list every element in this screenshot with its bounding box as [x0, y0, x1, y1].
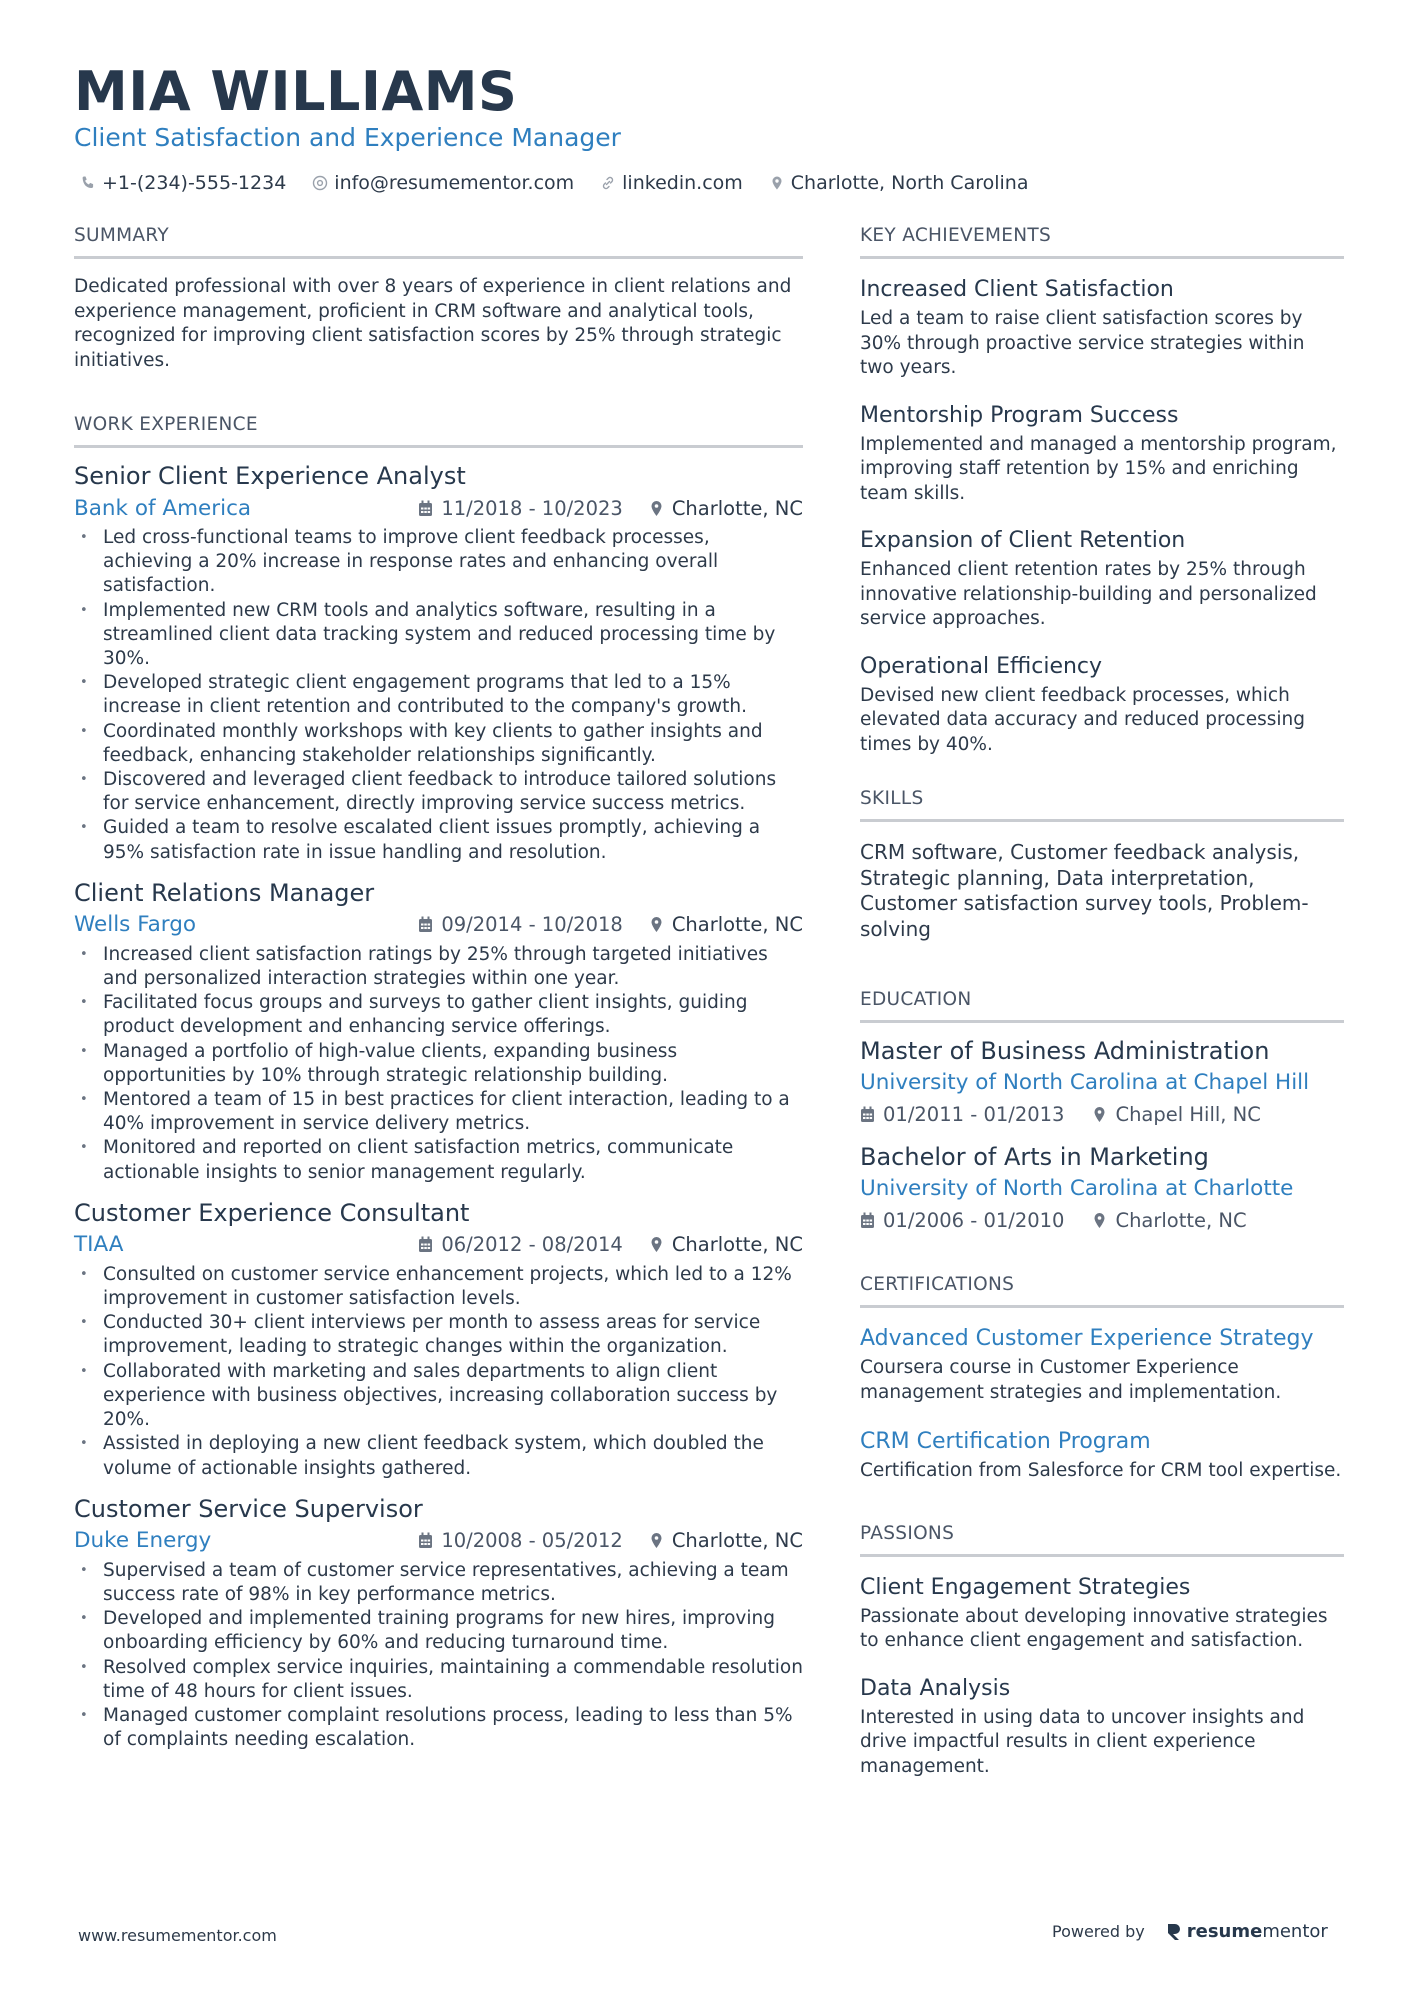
bullet-item: • Supervised a team of customer service representatives, achieving a team success rate of 98% in key performance metrics.	[74, 1559, 803, 1607]
education-section	[860, 988, 1344, 1235]
contact-bar	[80, 168, 1028, 198]
job-title: Client Relations Manager	[74, 878, 375, 907]
location-text: Chapel Hill, NC	[1115, 1102, 1261, 1126]
section-title: EDUCATION	[860, 988, 1344, 1023]
brand-logo[interactable]	[1167, 1921, 1328, 1942]
dates-text: 09/2014 - 10/2018	[441, 913, 623, 937]
job-dates	[418, 913, 622, 936]
certification-desc: Coursera course in Customer Experience management strategies and implementation.	[860, 1357, 1282, 1403]
dates-text: 01/2006 - 01/2010	[883, 1208, 1065, 1232]
footer-website[interactable]: www.resumementor.com	[78, 1926, 277, 1945]
job-entry	[74, 460, 803, 865]
experience-section	[74, 413, 803, 1752]
passion-desc: Passionate about developing innovative strategies to enhance client engagement and satisfaction.	[860, 1605, 1328, 1651]
section-title: KEY ACHIEVEMENTS	[860, 224, 1344, 259]
dates-text: 01/2011 - 01/2013	[883, 1102, 1065, 1126]
location-pin-icon	[1092, 1212, 1107, 1229]
contact-location	[769, 172, 1029, 194]
location-text: Charlotte, North Carolina	[790, 172, 1029, 194]
bullet-list	[74, 1559, 803, 1753]
degree-title: Master of Business Administration	[860, 1037, 1270, 1065]
phone-icon	[80, 175, 96, 191]
certification-item	[860, 1427, 1344, 1484]
location-pin-icon	[649, 1532, 664, 1549]
education-dates	[860, 1209, 1064, 1232]
education-dates	[860, 1103, 1064, 1126]
section-title: WORK EXPERIENCE	[74, 413, 803, 448]
certification-title: Advanced Customer Experience Strategy	[860, 1326, 1314, 1351]
candidate-name: MIA WILLIAMS	[74, 60, 518, 123]
skills-section	[860, 787, 1344, 942]
achievement-title: Expansion of Client Retention	[860, 528, 1186, 553]
job-entry	[74, 1493, 803, 1753]
location-text: Charlotte, NC	[671, 913, 803, 937]
at-icon	[312, 175, 328, 191]
summary-text: Dedicated professional with over 8 years of experience in client relations and experience management, proficient in CRM software and analytical tools, recognized for improving client satisfaction scores by 25% through strategic initiatives.	[74, 276, 792, 371]
calendar-icon	[860, 1106, 875, 1123]
section-title: SKILLS	[860, 787, 1344, 822]
certification-desc: Certification from Salesforce for CRM tool expertise.	[860, 1460, 1342, 1481]
achievement-title: Increased Client Satisfaction	[860, 277, 1174, 302]
dates-text: 06/2012 - 08/2014	[441, 1233, 623, 1257]
bullet-item: • Managed a portfolio of high-value clients, expanding business opportunities by 10% through strategic relationship building.	[74, 1040, 803, 1088]
bullet-item: • Developed strategic client engagement programs that led to a 15% increase in client retention and contributed to the company's growth.	[74, 671, 803, 719]
bullet-item: • Facilitated focus groups and surveys to gather client insights, guiding product development and enhancing service offerings.	[74, 991, 803, 1039]
passion-title: Data Analysis	[860, 1675, 1011, 1701]
skills-text: CRM software, Customer feedback analysis, Strategic planning, Data interpretation, Customer satisfaction survey tools, Problem-solving	[860, 840, 1309, 941]
certification-title: CRM Certification Program	[860, 1429, 1151, 1454]
achievement-item	[860, 652, 1344, 758]
achievement-desc: Enhanced client retention rates by 25% through innovative relationship-building and personalized service approaches.	[860, 559, 1317, 629]
location-text: Charlotte, NC	[671, 1233, 803, 1257]
school-name: University of North Carolina at Chapel Hill	[860, 1070, 1310, 1095]
footer-powered	[1052, 1921, 1328, 1942]
bullet-list	[74, 943, 803, 1185]
contact-linkedin[interactable]	[600, 172, 743, 194]
job-location	[649, 497, 803, 520]
achievement-title: Mentorship Program Success	[860, 402, 1179, 428]
contact-phone	[80, 172, 286, 194]
calendar-icon	[418, 1236, 433, 1253]
location-pin-icon	[649, 500, 664, 517]
location-text: Charlotte, NC	[671, 496, 803, 520]
passion-desc: Interested in using data to uncover insights and drive impactful results in client experience management.	[860, 1706, 1305, 1777]
location-text: Charlotte, NC	[1115, 1208, 1247, 1232]
bullet-item: • Implemented new CRM tools and analytics software, resulting in a streamlined client data tracking system and reduced processing time by 30%.	[74, 599, 803, 672]
bullet-item: • Collaborated with marketing and sales departments to align client experience with business objectives, increasing collaboration success by 20%.	[74, 1360, 803, 1433]
bullet-item: • Consulted on customer service enhancement projects, which led to a 12% improvement in customer satisfaction levels.	[74, 1263, 803, 1311]
bullet-item: • Managed customer complaint resolutions process, leading to less than 5% of complaints needing escalation.	[74, 1704, 803, 1752]
achievement-title: Operational Efficiency	[860, 653, 1103, 679]
contact-email[interactable]	[312, 172, 574, 194]
location-pin-icon	[769, 175, 785, 191]
company-name: Duke Energy	[74, 1528, 212, 1554]
bullet-item: • Coordinated monthly workshops with key clients to gather insights and feedback, enhancing stakeholder relationships significantly.	[74, 720, 803, 768]
brand-bold: resume	[1186, 1921, 1263, 1942]
company-name: Wells Fargo	[74, 912, 197, 938]
bullet-item: • Assisted in deploying a new client feedback system, which doubled the volume of actionable insights gathered.	[74, 1432, 803, 1480]
company-name: TIAA	[74, 1232, 124, 1258]
achievement-item	[860, 275, 1344, 381]
brand-light: mentor	[1262, 1921, 1328, 1942]
achievement-desc: Devised new client feedback processes, which elevated data accuracy and reduced processing times by 40%.	[860, 684, 1305, 755]
linkedin-text: linkedin.com	[622, 172, 743, 194]
summary-section	[74, 224, 803, 373]
job-location	[649, 913, 803, 936]
bullet-item: • Led cross-functional teams to improve client feedback processes, achieving a 20% increase in response rates and enhancing overall satisfaction.	[74, 526, 803, 599]
bullet-list	[74, 526, 803, 865]
passion-item	[860, 1674, 1344, 1780]
resumementor-logo-icon	[1167, 1923, 1181, 1941]
certification-list	[860, 1324, 1344, 1484]
dates-text: 10/2008 - 05/2012	[441, 1529, 623, 1553]
bullet-item: • Guided a team to resolve escalated client issues promptly, achieving a 95% satisfaction rate in issue handling and resolution.	[74, 816, 803, 864]
job-entry	[74, 1197, 803, 1481]
location-pin-icon	[649, 1236, 664, 1253]
certification-item	[860, 1324, 1344, 1405]
section-title: SUMMARY	[74, 224, 803, 259]
powered-by-text: Powered by	[1052, 1922, 1145, 1941]
job-title: Senior Client Experience Analyst	[74, 462, 466, 490]
bullet-item: • Resolved complex service inquiries, maintaining a commendable resolution time of 48 hours for client issues.	[74, 1656, 803, 1704]
candidate-role: Client Satisfaction and Experience Manager	[74, 123, 621, 152]
achievement-desc: Led a team to raise client satisfaction scores by 30% through proactive service strategies within two years.	[860, 308, 1305, 378]
calendar-icon	[418, 916, 433, 933]
job-location	[649, 1529, 803, 1552]
bullet-item: • Conducted 30+ client interviews per month to assess areas for service improvement, leading to strategic changes within the organization.	[74, 1311, 803, 1359]
bullet-item: • Developed and implemented training programs for new hires, improving onboarding efficiency by 60% and reducing turnaround time.	[74, 1607, 803, 1655]
company-name: Bank of America	[74, 495, 252, 521]
calendar-icon	[418, 500, 433, 517]
right-column	[860, 224, 1344, 1799]
achievement-item	[860, 401, 1344, 507]
email-text: info@resumementor.com	[334, 172, 575, 194]
passion-item	[860, 1573, 1344, 1654]
degree-title: Bachelor of Arts in Marketing	[860, 1143, 1209, 1171]
job-meta	[74, 1525, 803, 1557]
education-item	[860, 1035, 1344, 1129]
job-title: Customer Service Supervisor	[74, 1494, 423, 1523]
phone-text: +1-(234)-555-1234	[102, 172, 287, 194]
bullet-item: • Mentored a team of 15 in best practices for client interaction, leading to a 40% improvement in service delivery metrics.	[74, 1088, 803, 1136]
school-name: University of North Carolina at Charlotte	[860, 1176, 1294, 1201]
bullet-list	[74, 1263, 803, 1481]
education-list	[860, 1035, 1344, 1235]
job-dates	[418, 1529, 622, 1552]
achievements-section	[860, 224, 1344, 757]
location-pin-icon	[1092, 1106, 1107, 1123]
bullet-item: • Monitored and reported on client satisfaction metrics, communicate actionable insights to senior management regularly.	[74, 1136, 803, 1184]
location-text: Charlotte, NC	[671, 1529, 803, 1553]
job-list	[74, 460, 803, 1752]
passions-section	[860, 1522, 1344, 1780]
job-entry	[74, 877, 803, 1185]
dates-text: 11/2018 - 10/2023	[441, 496, 623, 520]
passion-title: Client Engagement Strategies	[860, 1574, 1191, 1600]
bullet-item: • Increased client satisfaction ratings by 25% through targeted initiatives and personalized interaction strategies within one year.	[74, 943, 803, 991]
job-meta	[74, 909, 803, 941]
calendar-icon	[860, 1212, 875, 1229]
education-item	[860, 1141, 1344, 1235]
left-column	[74, 224, 803, 1752]
job-title: Customer Experience Consultant	[74, 1198, 470, 1227]
passion-list	[860, 1573, 1344, 1780]
education-location	[1092, 1103, 1260, 1126]
job-meta	[74, 1229, 803, 1261]
job-dates	[418, 1233, 622, 1256]
certifications-section	[860, 1273, 1344, 1484]
achievement-list	[860, 275, 1344, 757]
education-meta	[860, 1099, 1344, 1129]
job-location	[649, 1233, 803, 1256]
section-title: CERTIFICATIONS	[860, 1273, 1344, 1308]
section-title: PASSIONS	[860, 1522, 1344, 1557]
calendar-icon	[418, 1532, 433, 1549]
achievement-desc: Implemented and managed a mentorship program, improving staff retention by 15% and enriching team skills.	[860, 433, 1337, 504]
job-dates	[418, 497, 622, 520]
location-pin-icon	[649, 916, 664, 933]
education-meta	[860, 1205, 1344, 1235]
job-meta	[74, 492, 803, 524]
achievement-item	[860, 526, 1344, 632]
bullet-item: • Discovered and leveraged client feedback to introduce tailored solutions for service enhancement, directly improving service success metrics.	[74, 768, 803, 816]
education-location	[1092, 1209, 1246, 1232]
link-icon	[600, 175, 616, 191]
